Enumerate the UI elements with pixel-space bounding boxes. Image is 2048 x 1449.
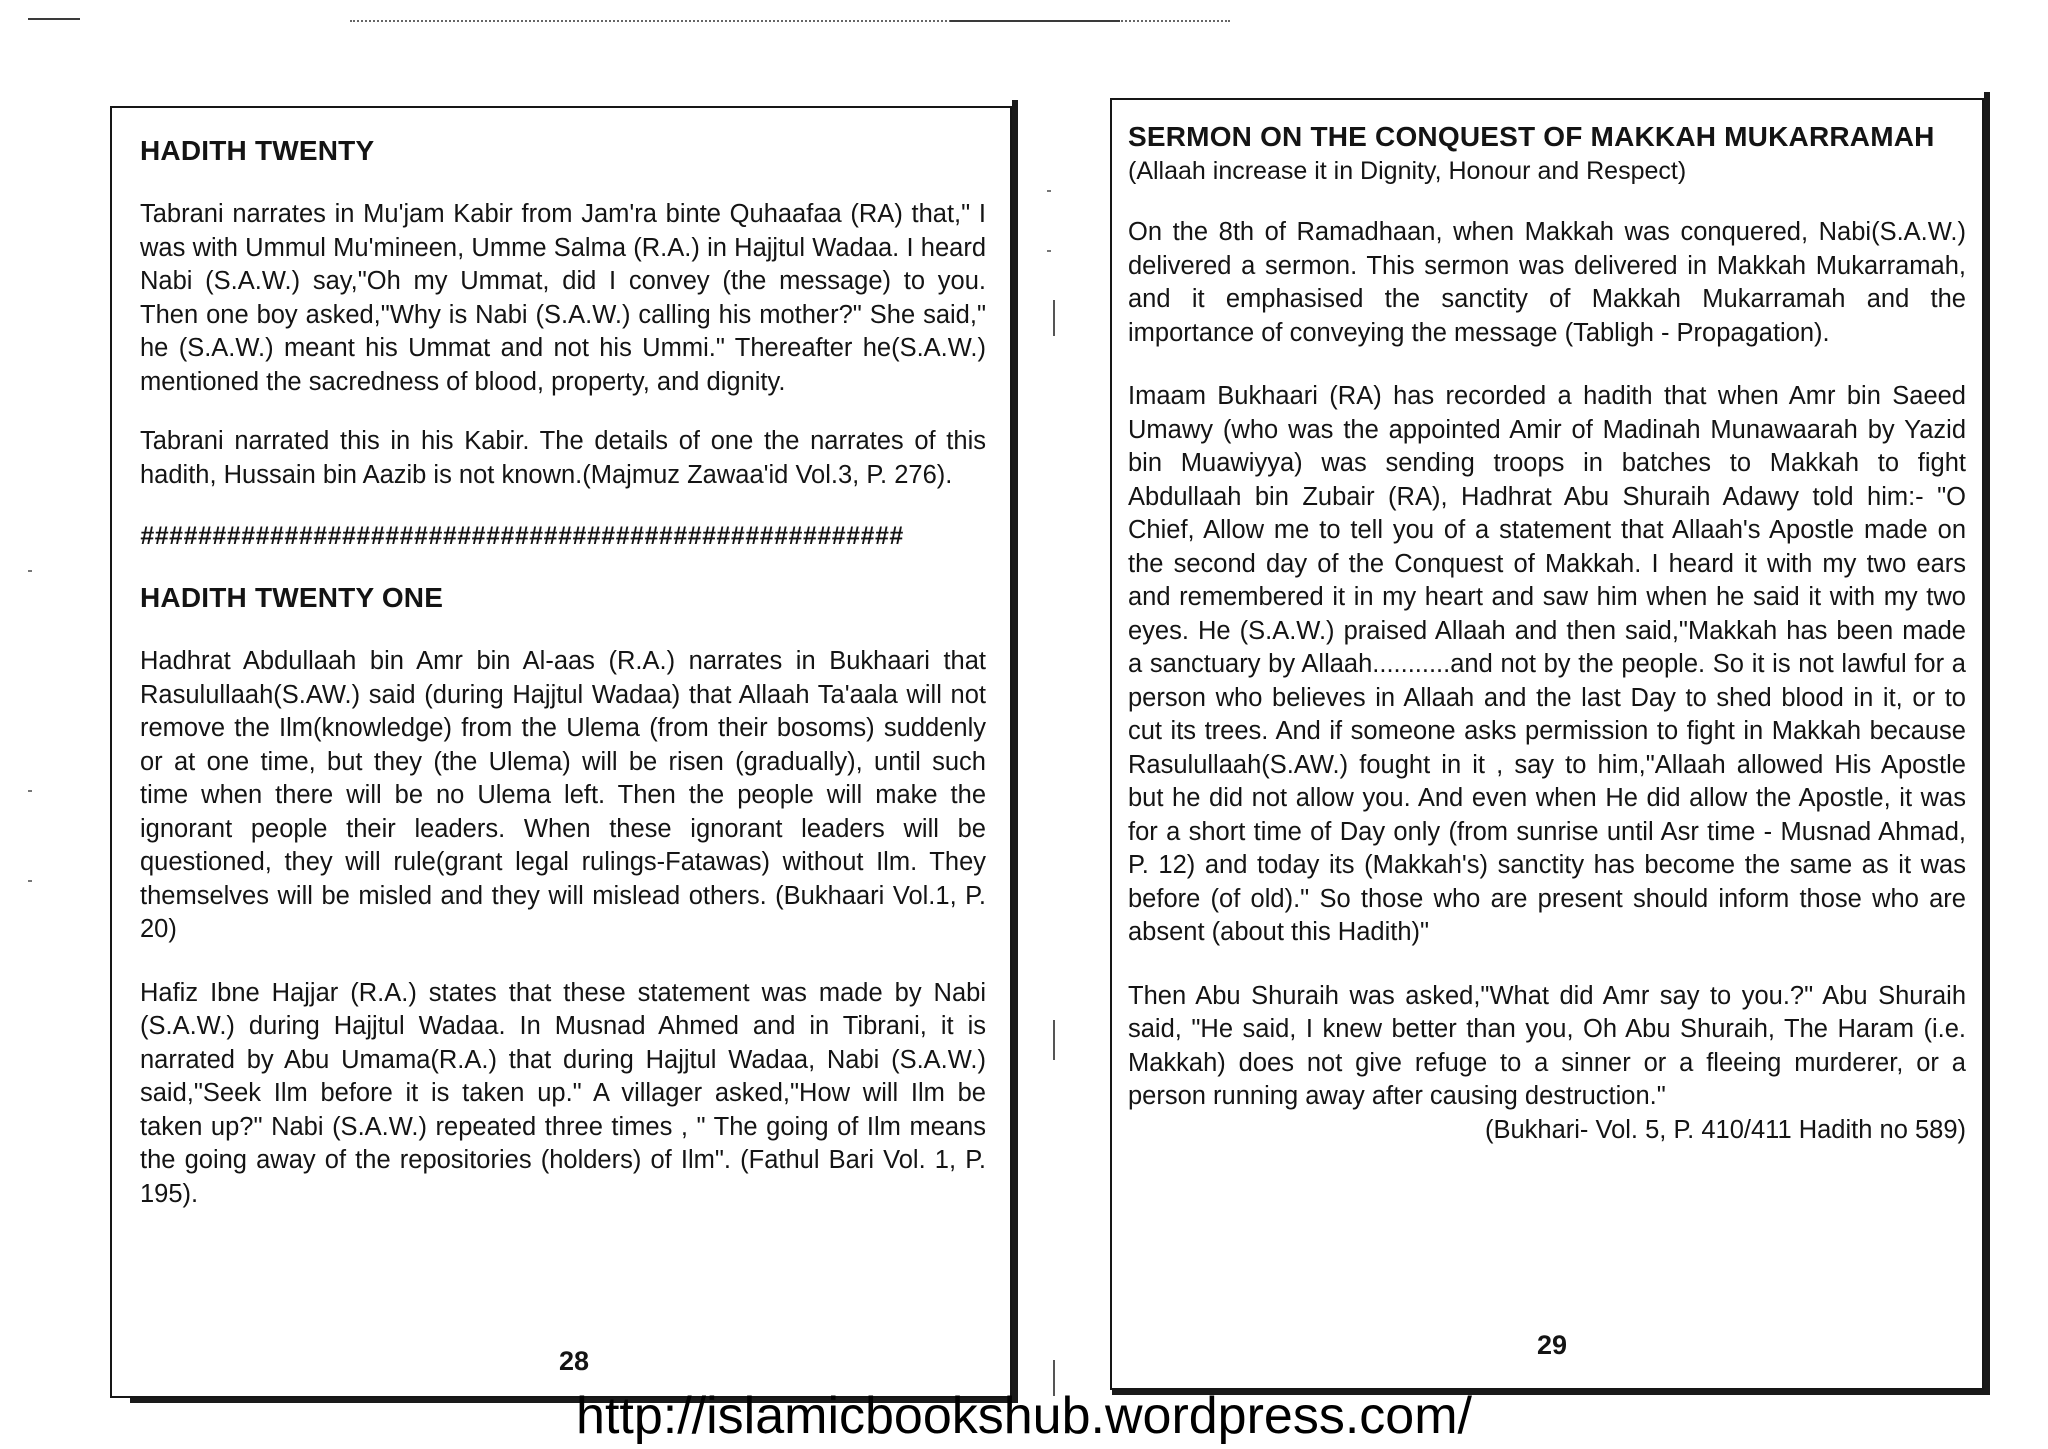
margin-tick [1047,250,1051,252]
right-page [1110,98,1984,1390]
gutter-mark [1053,1020,1055,1060]
scan-artifact-top-mid [950,20,1120,22]
paragraph: Hafiz Ibne Hajjar (R.A.) states that these statement was made by Nabi (S.A.W.) during Hajjtul Wadaa. In Musnad Ahmed and in Tibrani, it is narrated by Abu Umama(R.A.) that during Hajjtul Wadaa, Nabi (S.A.W.) said,"Seek Ilm before it is taken up." A villager asked,"How will Ilm be taken up?" Nabi (S.A.W.) repeated three times , " The going of Ilm means the going away of the repositories (holders) of Ilm". (Fathul Bari Vol. 1, P. 195). [140,978,986,1208]
reference-citation: (Bukhari- Vol. 5, P. 410/411 Hadith no 589) [1484,1115,1966,1144]
section-heading: SERMON ON THE CONQUEST OF MAKKAH MUKARRAMAH [1128,121,1935,152]
paragraph: Tabrani narrated this in his Kabir. The details of one the narrates of this hadith, Hussain bin Aazib is not known.(Majmuz Zawaa'id Vol.3, P. 276). [140,427,986,489]
section-heading: HADITH TWENTY ONE [140,582,444,613]
scan-artifact-top-left [28,18,80,20]
separator-line: ##################################################### [140,522,904,550]
section-subheading: (Allaah increase it in Dignity, Honour and Respect) [1128,157,1687,185]
margin-tick [28,880,32,882]
left-page-content [140,134,986,1211]
section-heading: HADITH TWENTY [140,135,375,166]
gutter-mark [1053,300,1055,336]
page-number: 28 [558,1346,590,1376]
left-page [110,106,1012,1398]
margin-tick [28,790,32,792]
margin-tick [28,570,32,572]
right-page-shadow [1984,92,1990,1395]
left-page-shadow [1012,100,1018,1403]
margin-tick [1047,190,1051,192]
right-page-content [1128,120,1966,1147]
paragraph: On the 8th of Ramadhaan, when Makkah was conquered, Nabi(S.A.W.) delivered a sermon. This sermon was delivered in Makkah Mukarramah, and it emphasised the sanctity of Makkah Mukarramah and the importance of conveying the message (Tabligh - Propagation). [1128,218,1966,347]
paragraph: Hadhrat Abdullaah bin Amr bin Al-aas (R.A.) narrates in Bukhaari that Rasulullaah(S.AW.) said (during Hajjtul Wadaa) that Allaah Ta'aala will not remove the Ilm(knowledge) from the Ulema (from their bosoms) suddenly or at one time, but they (the Ulema) will be risen (gradually), until such time when there will be no Ulema left. Then the people will make the ignorant people their leaders. When these ignorant leaders will be questioned, they will rule(grant legal rulings-Fatawas) without Ilm. They themselves will be misled and they will mislead others. (Bukhaari Vol.1, P. 20) [140,647,986,943]
paragraph: Tabrani narrates in Mu'jam Kabir from Jam'ra binte Quhaafaa (RA) that," I was with Ummul Mu'mineen, Umme Salma (R.A.) in Hajjtul Wadaa. I heard Nabi (S.A.W.) say,"Oh my Ummat, did I convey (the message) to you. Then one boy asked,"Why is Nabi (S.A.W.) calling his mother?" She said," he (S.A.W.) meant his Ummat and not his Ummi." Thereafter he(S.A.W.) mentioned the sacredness of blood, property, and dignity. [140,200,986,396]
page-number: 29 [1536,1330,1568,1360]
paragraph: Imaam Bukhaari (RA) has recorded a hadith that when Amr bin Saeed Umawy (who was the appointed Amir of Madinah Munawaarah by Yazid bin Muawiyya) was sending troops in batches to Makkah to fight Abdullaah bin Zubair (RA), Hadhrat Abu Shuraih Adawy told him:- "O Chief, Allow me to tell you of a statement that Allaah's Apostle made on the second day of the Conquest of Makkah. I heard it with my two ears and remembered it in my heart and saw him when he said it with my two eyes. He (S.A.W.) praised Allaah and then said,"Makkah has been made a sanctuary by Allaah...........and not by the people. So it is not lawful for a person who believes in Allaah and the last Day to shed blood in it, or to cut its trees. And if someone asks permission to fight in Makkah because Rasulullaah(S.AW.) fought in it , say to him,"Allaah allowed His Apostle but he did not allow you. And even when He did allow the Apostle, it was for a short time of Day only (from sunrise until Asr time - Musnad Ahmad, P. 12) and today its (Makkah's) sanctity has become the same as it was before (of old)." So those who are present should inform those who are absent (about this Hadith)" [1128,382,1966,946]
footer-url[interactable]: http://islamicbookshub.wordpress.com/ [576,1387,1472,1445]
paragraph: Then Abu Shuraih was asked,"What did Amr say to you.?" Abu Shuraih said, "He said, I knew better than you, Oh Abu Shuraih, The Haram (i.e. Makkah) does not give refuge to a sinner or a fleeing murderer, or a person running away after causing destruction." [1128,981,1966,1110]
